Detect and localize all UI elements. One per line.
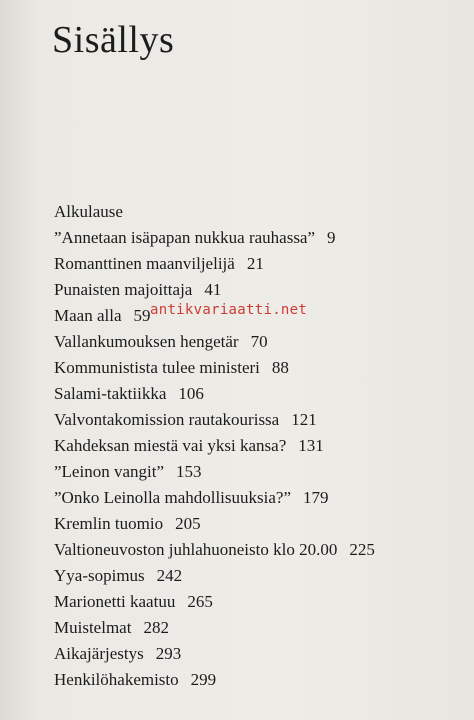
toc-entry-page-number: 225 (349, 540, 375, 559)
toc-entry (54, 329, 464, 355)
toc-entry-title: Kremlin tuomio (54, 514, 164, 533)
toc-entry (54, 485, 464, 511)
toc-entry-page-number: 41 (204, 280, 222, 299)
page-title: Sisällys (52, 19, 175, 61)
toc-entry (54, 459, 464, 485)
toc-entry (54, 641, 464, 667)
toc-entry (54, 225, 464, 251)
toc-entry-title: ”Onko Leinolla mahdollisuuksia?” (54, 488, 291, 507)
toc-entry-title: Henkilöhakemisto (54, 670, 179, 689)
toc-entry (54, 407, 464, 433)
toc-entry (54, 381, 464, 407)
toc-entry-page-number: 282 (143, 618, 169, 637)
table-of-contents (54, 199, 464, 693)
toc-entry-title: Aikajärjestys (54, 644, 144, 663)
toc-entry (54, 355, 464, 381)
toc-entry-title: Romanttinen maanviljelijä (54, 254, 235, 273)
toc-entry (54, 277, 464, 303)
toc-entry (54, 615, 464, 641)
toc-entry-title: Yya-sopimus (54, 566, 145, 585)
toc-entry (54, 199, 464, 225)
toc-entry-page-number: 265 (187, 592, 213, 611)
toc-entry-page-number: 242 (156, 566, 183, 585)
toc-entry-title: Valvontakomission rautakourissa (54, 410, 280, 429)
toc-entry-page-number: 21 (246, 254, 264, 273)
toc-entry-page-number: 88 (271, 358, 289, 377)
toc-entry-page-number: 70 (250, 332, 268, 351)
toc-entry (54, 537, 464, 563)
toc-entry-page-number: 121 (291, 410, 317, 429)
toc-entry-title: Kahdeksan miestä vai yksi kansa? (54, 436, 287, 455)
toc-entry-page-number: 153 (176, 462, 202, 481)
toc-entry-title: ”Annetaan isäpapan nukkua rauhassa” (54, 228, 316, 247)
toc-entry-title: Maan alla (54, 306, 122, 325)
toc-entry (54, 433, 464, 459)
toc-entry (54, 511, 464, 537)
toc-entry-page-number: 293 (155, 644, 182, 663)
toc-entry (54, 589, 464, 615)
toc-entry-title: Vallankumouksen hengetär (54, 332, 239, 351)
toc-entry-title: Kommunistista tulee ministeri (54, 358, 260, 377)
toc-entry-page-number: 59 (133, 306, 151, 325)
toc-entry-title: Salami-taktiikka (54, 384, 167, 403)
toc-entry (54, 251, 464, 277)
toc-entry-page-number: 106 (178, 384, 204, 403)
toc-entry-title: Punaisten majoittaja (54, 280, 193, 299)
toc-entry-page-number: 9 (327, 228, 336, 247)
toc-entry-title: Valtioneuvoston juhlahuoneisto klo 20.00 (54, 540, 338, 559)
toc-entry-title: Alkulause (54, 202, 123, 221)
toc-entry (54, 563, 464, 589)
toc-entry-title: Marionetti kaatuu (54, 592, 176, 611)
toc-entry-title: Muistelmat (54, 618, 132, 637)
toc-entry-page-number: 205 (175, 514, 201, 533)
toc-entry-page-number: 299 (190, 670, 217, 689)
watermark: antikvariaatti.net (150, 302, 308, 318)
toc-entry-title: ”Leinon vangit” (54, 462, 164, 481)
toc-entry-page-number: 131 (298, 436, 324, 455)
toc-entry-page-number: 179 (303, 488, 329, 507)
toc-entry (54, 667, 464, 693)
